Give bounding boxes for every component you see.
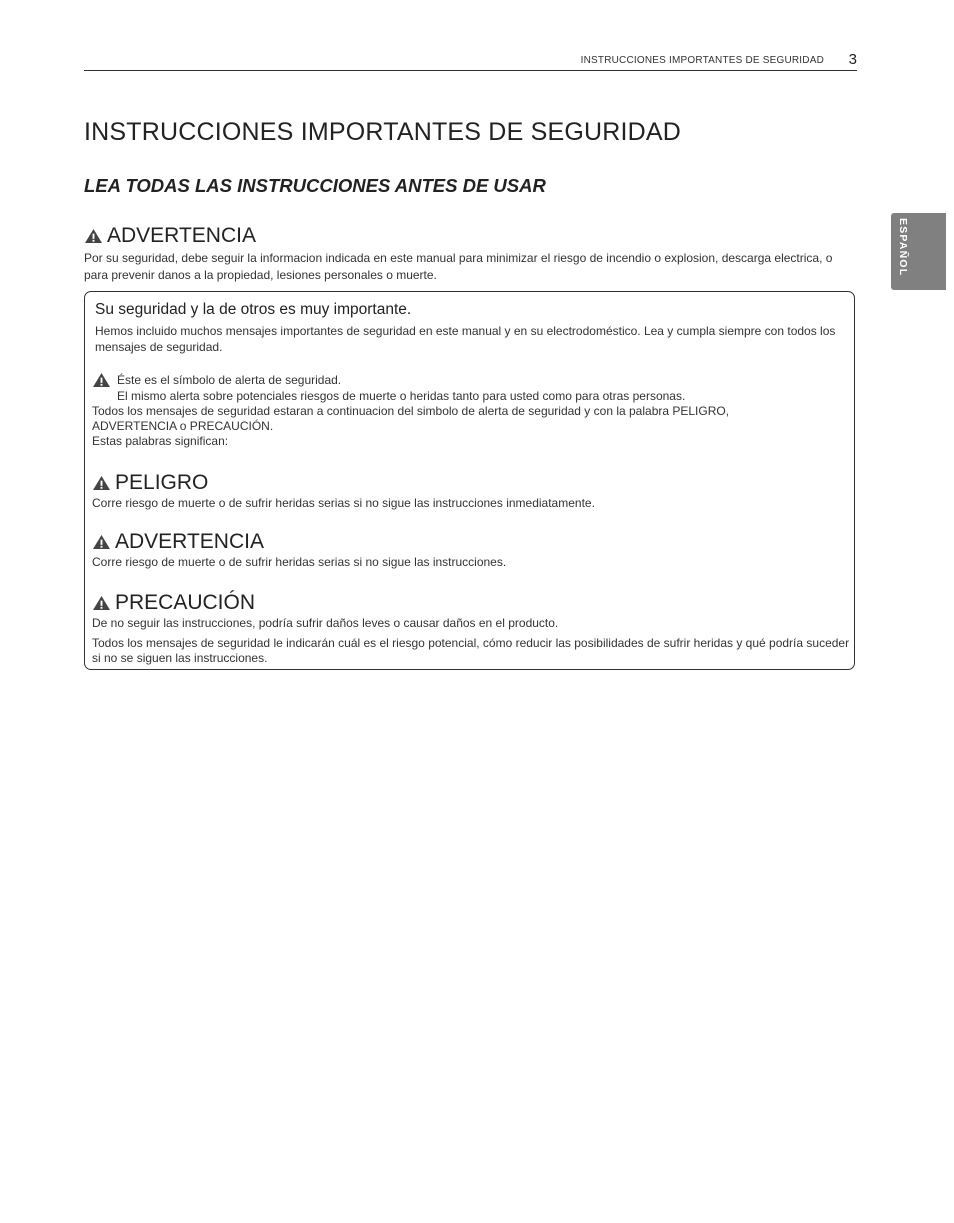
level-peligro [92,472,850,512]
page-title: INSTRUCCIONES IMPORTANTES DE SEGURIDAD [84,118,682,146]
level-precaucion [92,592,850,667]
signal-words-line-3: Estas palabras significan: [92,434,229,448]
safety-box-heading: Su seguridad y la de otros es muy importante. [95,301,412,318]
advertencia-text: Corre riesgo de muerte o de sufrir heridas serias si no sigue las instrucciones. [92,555,507,569]
alert-symbol-explanation [92,372,847,404]
warning-triangle-icon [84,228,103,244]
precaucion-label: PRECAUCIÓN [115,591,256,614]
language-tab [891,213,946,290]
warning-triangle-icon [92,534,111,550]
symbol-line-1: Éste es el símbolo de alerta de seguridad. [117,373,342,387]
safety-box [84,291,855,670]
peligro-text: Corre riesgo de muerte o de sufrir heridas serias si no sigue las instrucciones inmediatamente. [92,496,595,510]
intro-warning-heading [84,225,854,246]
signal-words-line-2: ADVERTENCIA o PRECAUCIÓN. [92,419,274,433]
running-header [84,50,857,71]
warning-triangle-icon [92,475,111,491]
signal-words-intro [92,404,847,449]
symbol-line-2: El mismo alerta sobre potenciales riesgos de muerte o heridas tanto para usted como para otras personas. [117,389,686,403]
signal-words-line-1: Todos los mensajes de seguridad estaran a continuacion del simbolo de alerta de seguridad y con la palabra PELIGRO, [92,404,730,418]
peligro-label: PELIGRO [115,471,209,494]
language-tab-label: ESPAÑOL [897,218,909,277]
level-advertencia [92,531,850,571]
warning-triangle-icon [92,372,111,388]
intro-warning-text: Por su seguridad, debe seguir la informacion indicada en este manual para minimizar el riesgo de incendio o explosion, descarga electrica, o para prevenir danos a la propiedad, lesiones personales o muerte. [84,251,833,282]
precaucion-text-2: Todos los mensajes de seguridad le indicarán cuál es el riesgo potencial, cómo reducir las posibilidades de sufrir heridas y qué podría suceder si no se siguen las instrucciones. [92,635,850,665]
page-subtitle: LEA TODAS LAS INSTRUCCIONES ANTES DE USAR [84,175,546,196]
precaucion-text: De no seguir las instrucciones, podría sufrir daños leves o causar daños en el producto. [92,616,559,630]
advertencia-label: ADVERTENCIA [115,530,264,553]
intro-warning-label: ADVERTENCIA [107,224,256,247]
intro-warning [84,225,854,284]
warning-triangle-icon [92,595,111,611]
safety-box-paragraph: Hemos incluido muchos mensajes importantes de seguridad en este manual y en su electrodoméstico. Lea y cumpla siempre con todos los mensajes de seguridad. [95,324,836,354]
running-header-title: INSTRUCCIONES IMPORTANTES DE SEGURIDAD [580,55,824,66]
page-number: 3 [848,51,857,68]
